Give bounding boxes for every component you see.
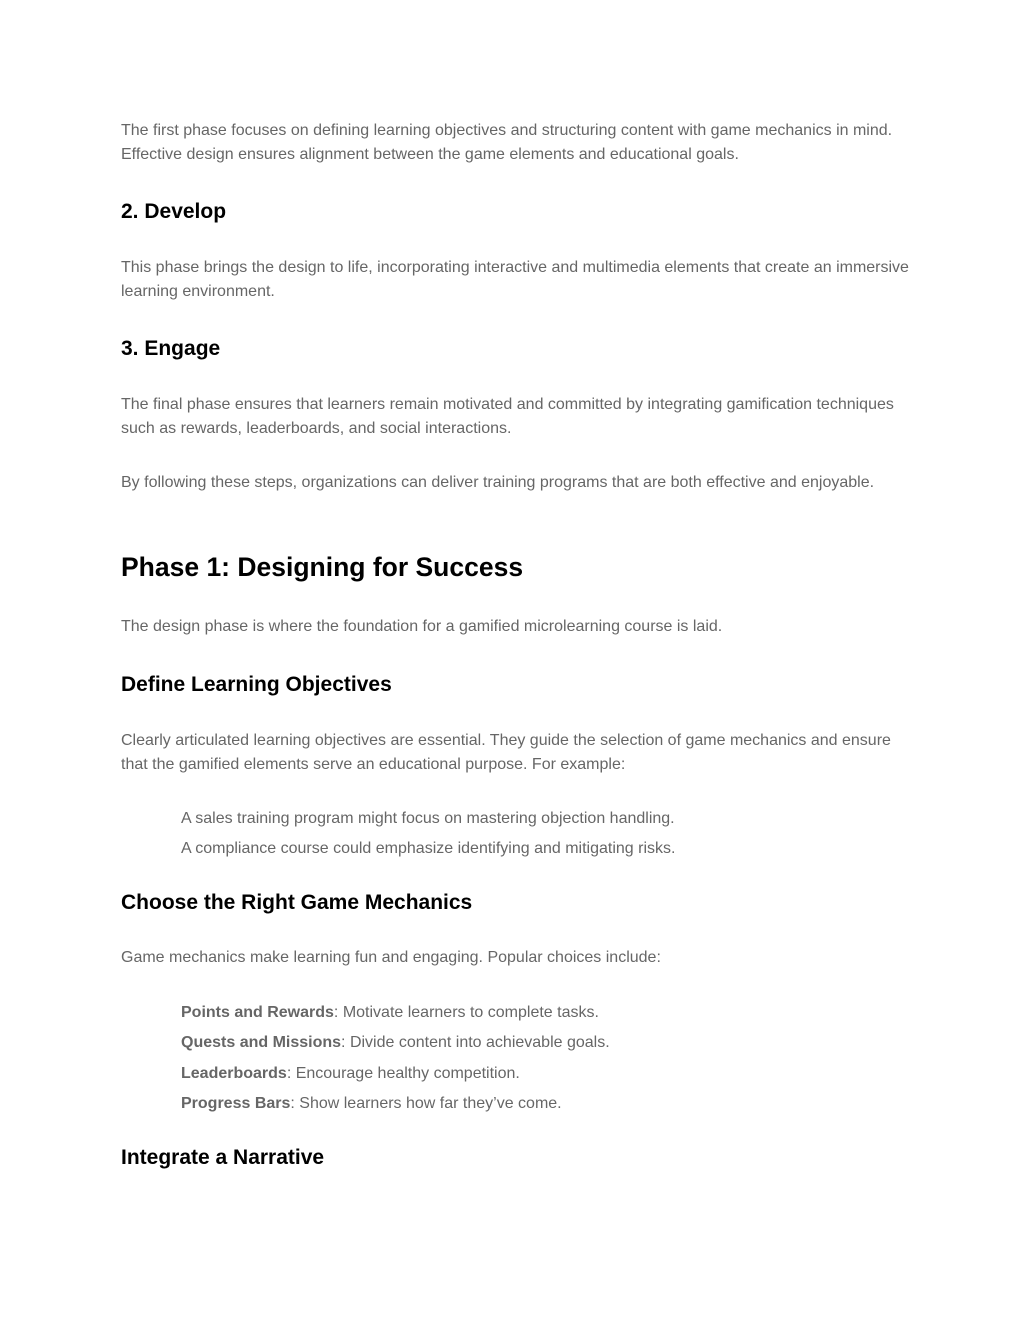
list-item (181, 1089, 911, 1119)
mechanic-term: Leaderboards (181, 1064, 287, 1082)
mechanic-description: : Divide content into achievable goals. (341, 1034, 610, 1052)
mechanic-term: Points and Rewards (181, 1004, 334, 1021)
mechanic-term: Progress Bars (181, 1094, 291, 1112)
list-item: A sales training program might focus on mastering objection handling. (181, 810, 675, 827)
list-item (181, 1059, 911, 1089)
mechanics-heading: Choose the Right Game Mechanics (121, 891, 473, 914)
phase1-paragraph: The design phase is where the foundation for a gamified microlearning course is laid. (121, 618, 723, 635)
closing-paragraph: By following these steps, organizations can deliver training programs that are both effective and enjoyable. (121, 474, 875, 491)
engage-heading: 3. Engage (121, 337, 221, 360)
objectives-example-list (181, 804, 911, 865)
list-item (181, 1028, 911, 1058)
list-item: A compliance course could emphasize identifying and mitigating risks. (181, 840, 676, 858)
objectives-heading: Define Learning Objectives (121, 673, 392, 696)
mechanics-list (181, 998, 911, 1119)
design-phase-paragraph: The first phase focuses on defining learning objectives and structuring content with game mechanics in mind. Effective design ensures alignment between the game elements and educational goals. (121, 122, 893, 163)
develop-paragraph: This phase brings the design to life, incorporating interactive and multimedia elements that create an immersive learning environment. (121, 259, 909, 300)
mechanic-description: : Encourage healthy competition. (286, 1064, 520, 1082)
narrative-heading: Integrate a Narrative (121, 1146, 325, 1169)
list-item (181, 998, 911, 1028)
mechanics-paragraph: Game mechanics make learning fun and engaging. Popular choices include: (121, 949, 661, 966)
engage-paragraph: The final phase ensures that learners remain motivated and committed by integrating gamification techniques such as rewards, leaderboards, and social interactions. (121, 396, 894, 437)
mechanic-description: : Show learners how far they’ve come. (290, 1094, 562, 1112)
objectives-paragraph: Clearly articulated learning objectives are essential. They guide the selection of game mechanics and ensure that the gamified elements serve an educational purpose. For example: (121, 732, 891, 773)
phase1-heading: Phase 1: Designing for Success (121, 552, 524, 582)
mechanic-description: : Motivate learners to complete tasks. (333, 1004, 599, 1021)
develop-heading: 2. Develop (121, 200, 227, 223)
mechanic-term: Quests and Missions (181, 1034, 342, 1052)
